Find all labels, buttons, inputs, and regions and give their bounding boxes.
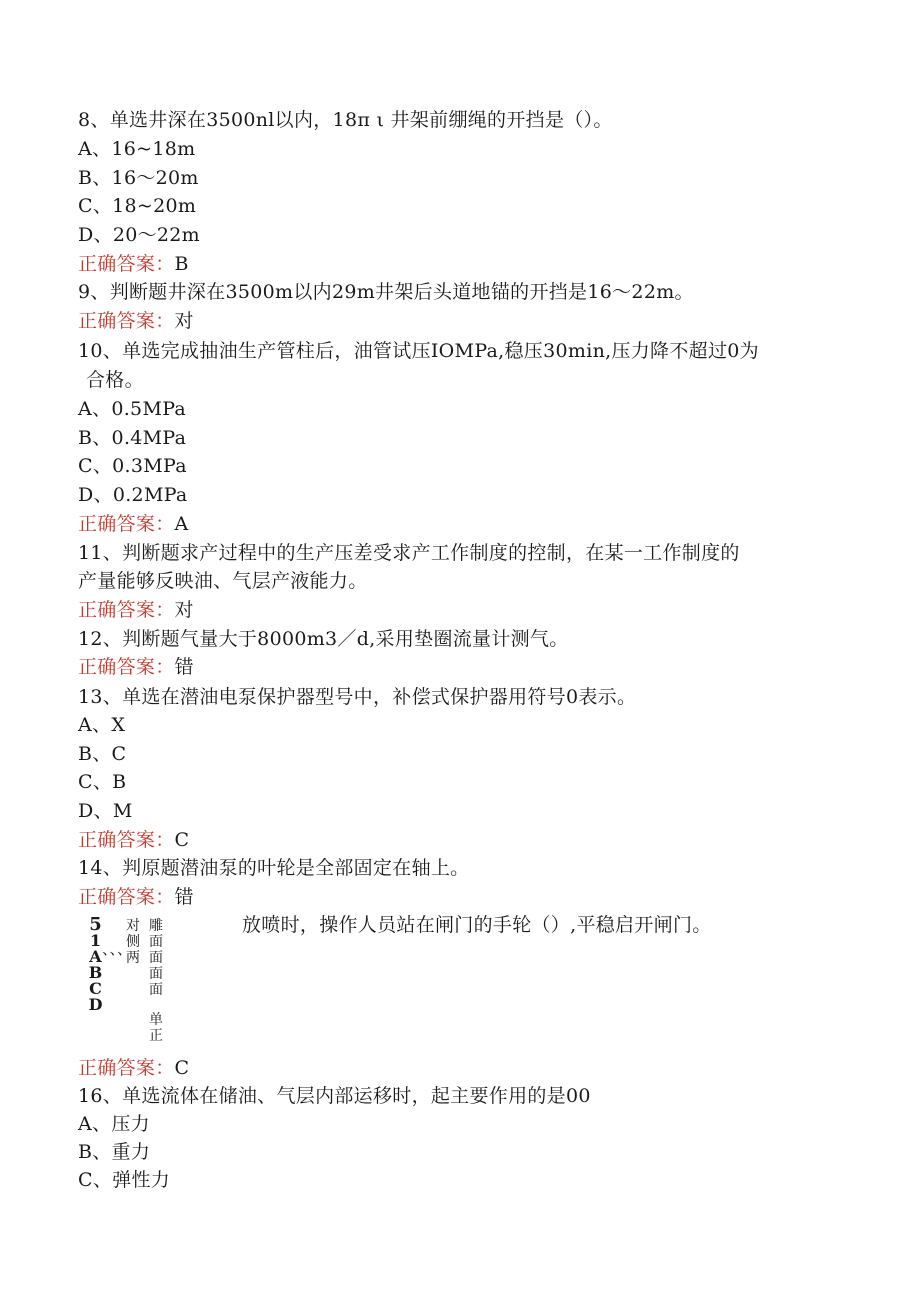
answer-value: A bbox=[174, 513, 189, 535]
question-15-column-2: 雕面面面面 bbox=[149, 918, 163, 998]
question-10-option-d: D、0.2MPa bbox=[78, 484, 188, 506]
question-11: 11、判断题求产过程中的生产压差受求产工作制度的控制，在某一工作制度的 bbox=[78, 542, 740, 564]
question-12: 12、判断题气量大于8000m3／d,采用垫圈流量计测气。 bbox=[78, 628, 569, 650]
answer-value: B bbox=[174, 253, 189, 275]
question-8-option-d: D、20～22m bbox=[78, 224, 201, 246]
question-9: 9、判断题井深在3500m以内29m井架后头道地锚的开挡是16～22m。 bbox=[78, 281, 694, 303]
question-16-option-b: B、重力 bbox=[78, 1141, 151, 1163]
question-15-column-3: 单正 bbox=[149, 1012, 163, 1044]
question-16: 16、单选流体在储油、气层内部运移时，起主要作用的是00 bbox=[78, 1085, 591, 1107]
question-10-option-a: A、0.5MPa bbox=[78, 398, 187, 420]
question-13-answer bbox=[78, 826, 189, 854]
answer-label: 正确答案： bbox=[78, 310, 175, 332]
answer-label: 正确答案： bbox=[78, 829, 175, 851]
question-10-answer bbox=[78, 510, 189, 538]
question-15-option-letters: 1ABCD bbox=[88, 931, 102, 1014]
question-14-answer bbox=[78, 883, 194, 911]
answer-value: 错 bbox=[174, 886, 194, 908]
question-10-cont: 合格。 bbox=[86, 369, 144, 391]
question-15-answer bbox=[78, 1054, 189, 1082]
question-8: 8、单选井深在3500nl以内，18π ι 井架前绷绳的开挡是（）。 bbox=[78, 109, 613, 131]
answer-label: 正确答案： bbox=[78, 886, 175, 908]
question-15-option-commas: 、、、 bbox=[102, 940, 133, 958]
question-9-answer bbox=[78, 307, 194, 335]
question-8-option-c: C、18~20m bbox=[78, 195, 197, 217]
question-11-cont: 产量能够反映油、气层产液能力。 bbox=[78, 570, 368, 592]
question-15-column-1: 对侧两 bbox=[126, 918, 140, 966]
answer-value: C bbox=[174, 1057, 190, 1079]
question-16-option-a: A、压力 bbox=[78, 1113, 150, 1135]
answer-label: 正确答案： bbox=[78, 656, 175, 678]
question-15: 放喷时，操作人员站在闸门的手轮（）,平稳启开闸门。 bbox=[242, 914, 712, 936]
answer-value: 错 bbox=[174, 656, 194, 678]
question-10-option-c: C、0.3MPa bbox=[78, 455, 187, 477]
question-14: 14、判原题潜油泵的叶轮是全部固定在轴上。 bbox=[78, 857, 470, 879]
answer-label: 正确答案： bbox=[78, 253, 175, 275]
question-13-option-c: C、B bbox=[78, 771, 127, 793]
question-10: 10、单选完成抽油生产管柱后，油管试压IOMPa,稳压30min,压力降不超过0为 bbox=[78, 340, 759, 362]
question-13-option-b: B、C bbox=[78, 743, 127, 765]
question-8-answer bbox=[78, 250, 189, 278]
answer-label: 正确答案： bbox=[78, 1057, 175, 1079]
question-13-option-d: D、M bbox=[78, 800, 133, 822]
question-13: 13、单选在潜油电泵保护器型号中，补偿式保护器用符号0表示。 bbox=[78, 686, 637, 708]
answer-value: 对 bbox=[174, 310, 194, 332]
question-15-number: 5 bbox=[89, 914, 101, 935]
question-8-option-b: B、16～20m bbox=[78, 167, 199, 189]
answer-label: 正确答案： bbox=[78, 513, 175, 535]
answer-value: 对 bbox=[174, 599, 194, 621]
question-12-answer bbox=[78, 653, 194, 681]
question-13-option-a: A、X bbox=[78, 714, 126, 736]
question-11-answer bbox=[78, 596, 194, 624]
answer-label: 正确答案： bbox=[78, 599, 175, 621]
answer-value: C bbox=[174, 829, 190, 851]
question-16-option-c: C、弹性力 bbox=[78, 1169, 171, 1191]
question-10-option-b: B、0.4MPa bbox=[78, 427, 187, 449]
question-8-option-a: A、16~18m bbox=[78, 138, 196, 160]
